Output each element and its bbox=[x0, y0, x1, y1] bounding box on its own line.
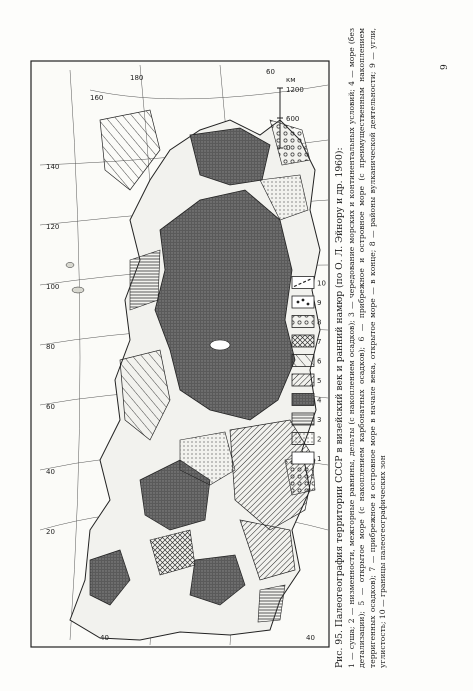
legend-number: 9 bbox=[317, 299, 322, 307]
legend-number: 3 bbox=[317, 416, 322, 424]
legend-number: 2 bbox=[317, 435, 322, 444]
meridian-label: 60 bbox=[266, 68, 275, 76]
island bbox=[72, 287, 84, 293]
legend-swatch-2 bbox=[292, 433, 314, 445]
coal-mark bbox=[297, 301, 300, 304]
legend-swatch-5 bbox=[292, 374, 314, 386]
meridian-label: 180 bbox=[130, 74, 144, 82]
legend-swatch-8 bbox=[292, 316, 314, 328]
scale-tick: 1200 bbox=[286, 86, 304, 94]
legend-swatch-3 bbox=[292, 413, 314, 425]
legend-number: 7 bbox=[317, 338, 322, 346]
meridian-label: 100 bbox=[46, 283, 60, 291]
legend-swatch-1 bbox=[292, 452, 314, 464]
page-number: 9 bbox=[440, 64, 450, 70]
parallel-label: 40 bbox=[100, 634, 109, 642]
legend-number: 5 bbox=[317, 377, 322, 385]
caption-description: 1 — суша; 2 — низменности, межгорные равнины, дельты (с накоплением осадков); 3 — чередование морских и континентальных условий; 4 — море (без детализации); 5 — открытое море (с накоплением карбонатных осадков); 6 — прибрежное и островное море (с преимущественным накоплением терригенных осадков); 7 — прибрежное и островное море в начале века, открытое море — в конце; 8 — районы вулканической деятельности; 9 — угли, углистость; 10 — границы палеогеографических зон bbox=[347, 28, 388, 668]
legend-swatch-6 bbox=[292, 355, 314, 367]
meridian-label: 140 bbox=[46, 163, 60, 171]
zone-alternating bbox=[130, 250, 160, 310]
legend-number: 8 bbox=[317, 318, 322, 327]
lake bbox=[210, 340, 230, 350]
scale-tick: 0 bbox=[286, 144, 291, 152]
paleogeography-map bbox=[30, 60, 330, 648]
legend-swatch-9 bbox=[292, 296, 314, 308]
legend-number: 10 bbox=[317, 279, 326, 288]
scale-unit: км bbox=[286, 76, 296, 84]
parallel-label: 40 bbox=[306, 634, 315, 642]
legend-number: 4 bbox=[317, 396, 322, 405]
scale-tick: 600 bbox=[286, 115, 300, 123]
coal-mark bbox=[307, 303, 310, 306]
legend-number: 6 bbox=[317, 357, 322, 366]
caption-title: Рис. 95. Палеогеография территории СССР в визейский век и ранний намюр (по О. Л. Эйнору и др. 1960): bbox=[334, 147, 345, 668]
meridian-label: 60 bbox=[46, 403, 55, 411]
legend-swatch-4 bbox=[292, 394, 314, 406]
figure-caption bbox=[334, 28, 389, 668]
legend-swatch-7 bbox=[292, 335, 314, 347]
map-svg bbox=[30, 60, 330, 648]
meridian-label: 80 bbox=[46, 343, 55, 351]
legend-swatch-10 bbox=[292, 277, 314, 289]
island bbox=[66, 263, 74, 268]
coal-mark bbox=[302, 299, 305, 302]
meridian-label: 20 bbox=[46, 528, 55, 536]
meridian-label: 40 bbox=[46, 468, 55, 476]
legend-number: 1 bbox=[317, 455, 322, 463]
meridian-label: 160 bbox=[90, 94, 104, 102]
meridian-label: 120 bbox=[46, 223, 60, 231]
